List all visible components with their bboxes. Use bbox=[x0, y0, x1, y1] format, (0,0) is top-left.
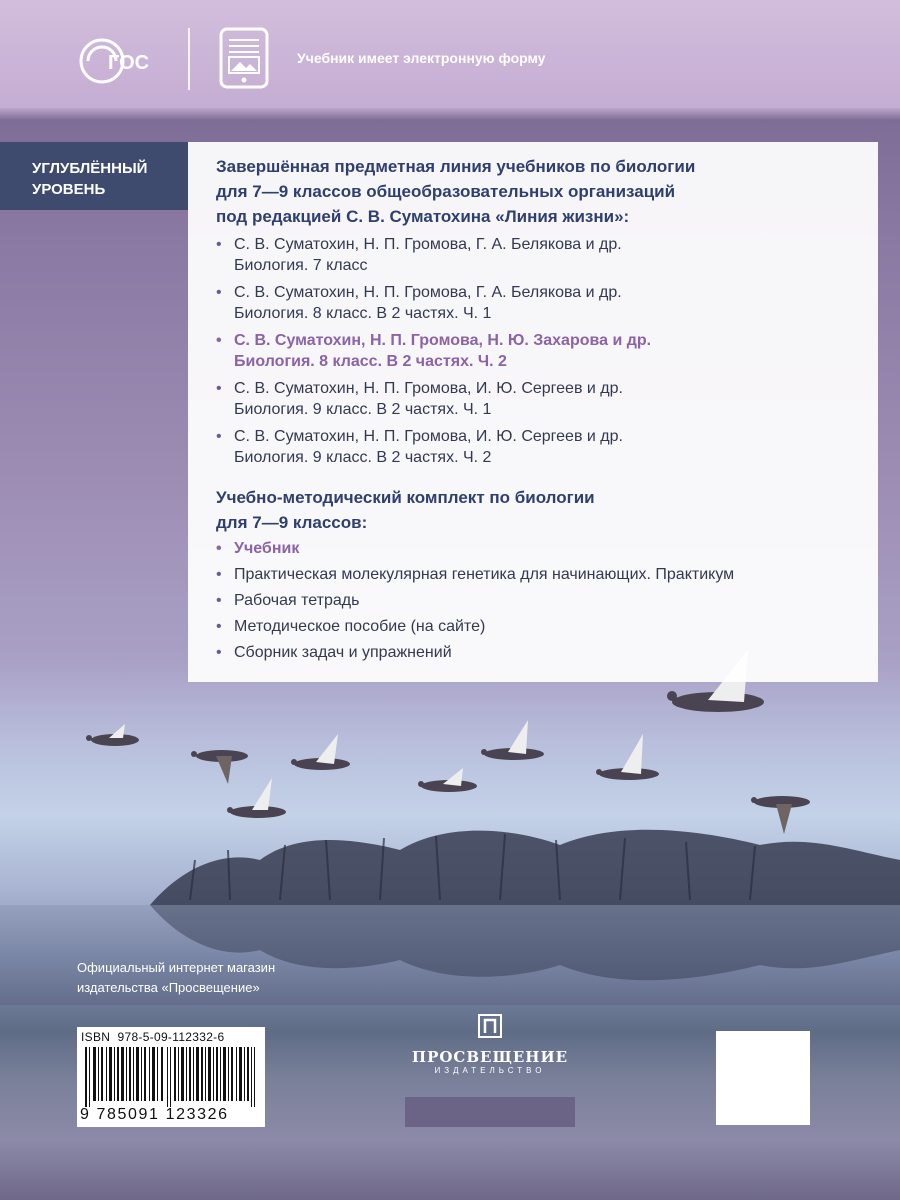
online-shop-note bbox=[77, 958, 275, 998]
isbn-label: ISBN bbox=[81, 1030, 111, 1044]
duck bbox=[751, 796, 810, 834]
publisher-logo bbox=[405, 1013, 575, 1075]
level-badge-line: УРОВЕНЬ bbox=[32, 181, 106, 198]
series-book-list bbox=[216, 234, 651, 468]
content-panel bbox=[188, 142, 878, 682]
book-authors: • С. В. Суматохин, Н. П. Громова, Н. Ю. Захарова и др. bbox=[234, 332, 652, 349]
duck bbox=[291, 734, 350, 770]
book-title: Биология. 7 класс bbox=[234, 257, 368, 274]
fgos-logo-text: ГОС bbox=[108, 52, 150, 74]
duck bbox=[227, 778, 286, 818]
book-authors: • С. В. Суматохин, Н. П. Громова, Г. А. Белякова и др. bbox=[234, 236, 622, 253]
publisher-subtitle: ИЗДАТЕЛЬСТВО bbox=[434, 1066, 546, 1075]
book-title: Биология. 9 класс. В 2 частях. Ч. 1 bbox=[234, 401, 492, 418]
barcode-number: 9 785091 123326 bbox=[80, 1106, 229, 1123]
book-list-item bbox=[216, 426, 651, 468]
duck bbox=[191, 750, 248, 784]
barcode-bars bbox=[85, 1047, 255, 1107]
series-heading-line: Завершённая предметная линия учебников по биологии bbox=[216, 157, 696, 176]
online-shop-line: Официальный интернет магазин bbox=[77, 960, 276, 975]
kit-list-item-current: • Учебник bbox=[216, 538, 734, 559]
kit-list-item: • Сборник задач и упражнений bbox=[216, 642, 734, 663]
online-shop-line: издательства «Просвещение» bbox=[77, 980, 260, 995]
kit-heading-line: для 7—9 классов: bbox=[216, 513, 368, 532]
isbn-text bbox=[81, 1030, 224, 1044]
book-authors: • С. В. Суматохин, Н. П. Громова, И. Ю. Сергеев и др. bbox=[234, 380, 623, 397]
book-list-item bbox=[216, 282, 651, 324]
kit-item-list bbox=[216, 538, 734, 663]
book-authors: • С. В. Суматохин, Н. П. Громова, Г. А. Белякова и др. bbox=[234, 284, 622, 301]
series-heading bbox=[216, 154, 695, 229]
kit-list-item: • Практическая молекулярная генетика для начинающих. Практикум bbox=[216, 564, 734, 585]
duck bbox=[596, 734, 659, 780]
kit-list-item: • Методическое пособие (на сайте) bbox=[216, 616, 734, 637]
kit-heading-line: Учебно-методический комплект по биологии bbox=[216, 488, 595, 507]
book-title: Биология. 8 класс. В 2 частях. Ч. 2 bbox=[234, 353, 507, 370]
publisher-emblem-icon bbox=[477, 1013, 503, 1039]
book-list-item-current bbox=[216, 330, 651, 372]
electronic-form-note: Учебник имеет электронную форму bbox=[297, 50, 546, 66]
book-list-item bbox=[216, 234, 651, 276]
isbn-barcode bbox=[77, 1027, 265, 1127]
book-authors: • С. В. Суматохин, Н. П. Громова, И. Ю. Сергеев и др. bbox=[234, 428, 623, 445]
book-list-item bbox=[216, 378, 651, 420]
series-heading-line: для 7—9 классов общеобразовательных организаций bbox=[216, 182, 676, 201]
book-title: Биология. 8 класс. В 2 частях. Ч. 1 bbox=[234, 305, 492, 322]
blank-sticker bbox=[716, 1031, 810, 1125]
publisher-name: ПРОСВЕЩЕНИЕ bbox=[411, 1048, 569, 1066]
duck bbox=[86, 724, 139, 746]
duck bbox=[418, 768, 477, 792]
duck bbox=[481, 720, 544, 760]
isbn-number: 978-5-09-112332-6 bbox=[117, 1030, 225, 1044]
book-title: Биология. 9 класс. В 2 частях. Ч. 2 bbox=[234, 449, 492, 466]
publisher-bar bbox=[405, 1097, 575, 1127]
kit-heading bbox=[216, 485, 595, 535]
series-heading-line: под редакцией С. В. Суматохина «Линия жизни»: bbox=[216, 207, 630, 226]
kit-list-item: • Рабочая тетрадь bbox=[216, 590, 734, 611]
level-badge-line: УГЛУБЛЁННЫЙ bbox=[32, 160, 148, 177]
